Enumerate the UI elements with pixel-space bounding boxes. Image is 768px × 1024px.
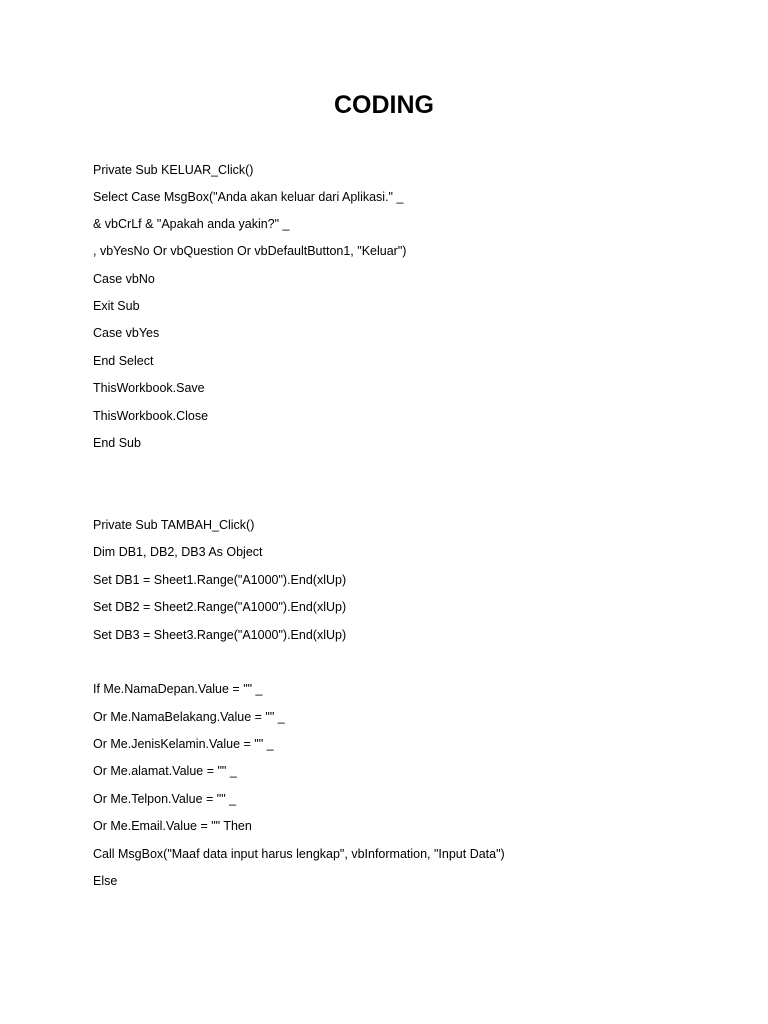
code-line: Dim DB1, DB2, DB3 As Object [93,545,263,559]
code-line: Set DB2 = Sheet2.Range("A1000").End(xlUp) [93,600,347,614]
code-line: Or Me.JenisKelamin.Value = "" _ [93,737,274,751]
code-line: End Sub [93,436,141,450]
code-line: & vbCrLf & "Apakah anda yakin?" _ [93,217,290,231]
code-line: Or Me.NamaBelakang.Value = "" _ [93,710,285,724]
code-line: End Select [93,354,154,368]
code-line: Or Me.Telpon.Value = "" _ [93,792,237,806]
code-line: Exit Sub [93,299,140,313]
code-line: Set DB1 = Sheet1.Range("A1000").End(xlUp) [93,573,347,587]
code-line: Case vbYes [93,326,160,340]
code-line: , vbYesNo Or vbQuestion Or vbDefaultButton1, "Keluar") [93,244,407,258]
code-line: ThisWorkbook.Close [93,409,209,423]
code-line: Call MsgBox("Maaf data input harus lengkap", vbInformation, "Input Data") [93,847,505,861]
code-line: Set DB3 = Sheet3.Range("A1000").End(xlUp) [93,628,347,642]
code-line: Else [93,874,118,888]
code-line: Or Me.alamat.Value = "" _ [93,764,237,778]
code-line: If Me.NamaDepan.Value = "" _ [93,682,263,696]
code-line: Or Me.Email.Value = "" Then [93,819,252,833]
code-line: Private Sub KELUAR_Click() [93,163,254,177]
code-line: ThisWorkbook.Save [93,381,205,395]
code-line: Private Sub TAMBAH_Click() [93,518,255,532]
code-line: Case vbNo [93,272,155,286]
page-title: CODING [334,91,434,119]
code-line: Select Case MsgBox("Anda akan keluar dari Aplikasi." _ [93,190,404,204]
